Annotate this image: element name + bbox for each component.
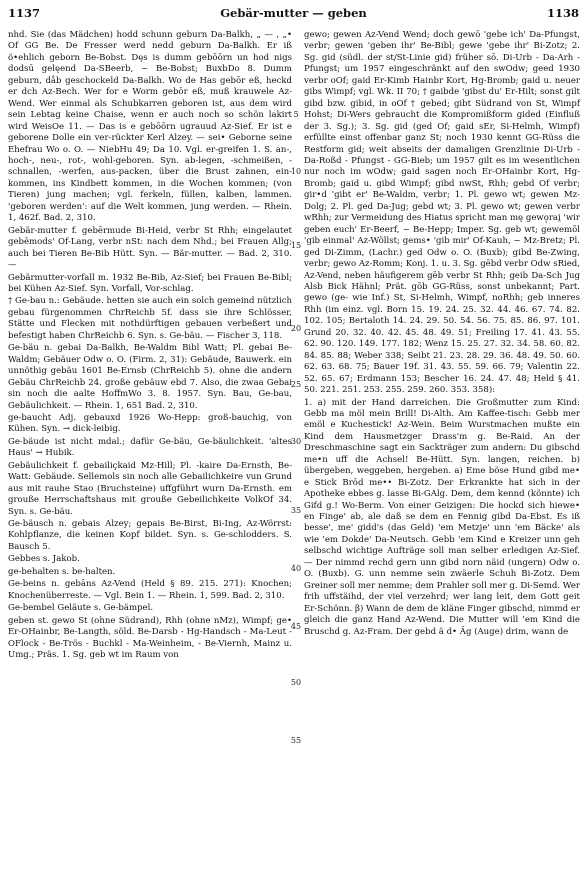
line-number: 10 xyxy=(290,167,302,176)
line-number: 5 xyxy=(293,110,299,119)
entry-ge-bembel: Ge-bembel Geläute s. Ge-bämpel. xyxy=(8,603,154,614)
page-header xyxy=(8,6,579,24)
page-number-left: 1137 xyxy=(8,6,41,20)
page-number-right: 1138 xyxy=(546,6,579,20)
line-number: 40 xyxy=(290,564,302,573)
line-number: 25 xyxy=(290,380,302,389)
line-number: 45 xyxy=(290,622,302,631)
entry-geben-sense-1: 1. a) mit der Hand darreichen. Die Großmutter zum Kind: Gebb ma möl mein Brill! Di-Alth. Am Kaffee-tisch: Gebb mer emöl e Kuchestick! Az-Wein. Beim Wurstmachen mußte ein Kind dem Hausmetzger Drass'm g. Be-Raid. An der Dreschmaschine sagt ein Sackträger zum andern: Du gibschd me•n uff die Achsel! Be-Hütt. Syn. langen, reichen. b) übergeben, weggeben, hergeben. a) Eme böse Hund gibd me• e Stick Brōd me•• Bi-Zotz. Der Erkrankte hat sich in der Apotheke ebbes g. lasse Bi-GAlg. Dem, dem kennd (könnte) ich Gifd g.! Wo-Berm. Von einer Geizigen: Die hockd sich hiewe• en Finge' ab, ale daß se dem en Fennig gibd Da-Ebst. Es iß besse', me' gidd's (das Geld) 'em Metzje' unn 'em Bäcke' als wie 'em Dokde' Da-Neutsch. Gebb 'em Kind e Kreizer unn geh selbschd wichtige Aufträge soll man selber erledigen Az-Sief. — Der nimmd rechd gern unn gibd norn näid (ungern) Odw o. O. (Buxb). G. unn nemme sein zwäerle Schuh Bi-Zotz. Dem Greiner soll mer nemme; dem Prahler soll mer g. Di-Semd. Wer frih uffstäihd, der viel verzehrd; wer lang leit, dem Gott geit Er-Schönn. β) Wann de dem de kläne Finger gibschd, nimmd er gleich die ganz Hand Az-Wend. Die Mutter will 'em Kind die Bruschd g. Az-Fram. Der gebd ä d• Äg (Auge) drim, wann de xyxy=(304,397,580,637)
line-number: 55 xyxy=(290,736,302,745)
entry-gebaeren-continued: nhd. Sie (das Mädchen) hodd schunn geburn Da-Balkh, „ — , „• Of GG Be. De Fresser werd nedd geburn Da-Balkh. Er iß ö•ehlich geborn Be-Bobst. Dęs is dumm gebōōrn un hod nigs dodsū gelęend Da-SBeerb, ~ Be-Bobst; BuxbDo 8. Dumm geburn, dåb geschockeld Da-Balkh. Wo de Has gebōr eß, heckd er dch Az-Bech. Wer for e Worm gebōr eß, muß krauwele Az-Wend. Wer einmal als Schubkarren geboren ist, aus dem wird sein Lebtag keine Chaise, wenn er auch noch so schön lakirt wird WeisOe 11. — Das is e gebōōrn ugrauud Az-Sief. Er ist e geborene Dolle ein ver-rückter Kerl Alzey. — sei• Geborne seine Ehefrau Wo o. O. — NiebHu 49; Da 10. Vgl. er-greifen 1. S. an-, hoch-, neu-, rot-, wohl-geboren. Syn. ab-legen, -schmeißen, -schnallen, -werfen, aus-packen, über die Brust zahnen, ein-kommen, ins Kindbett kommen, in die Wochen kommen; (von Tieren) jung machen; vgl. ferkeln, füllen, kalben, lammen. 'geboren werden': auf die Welt kommen, jung werden. — Rhein. 1, 462f. Bad. 2, 310. xyxy=(8,30,292,224)
entry-gebaermutter-vorfall: Gebärmutter-vorfall m. 1932 Be-Bib, Az-Sief; bei Frauen Be-Bibl; bei Kühen Az-Sief. Syn. Vorfall, Vor-schlag. xyxy=(8,272,292,294)
entry-gebaer-mutter: Gebär-mutter f. gebērmude Bi-Heid, verbr St Rhh; eingelautet gebēmods' Of-Lang, verbr nSt: nach dem Nhd.; bei Frauen Allg; auch bei Tieren Be-Bib Hütt. Syn. — Bär-mutter. — Bad. 2, 310. — xyxy=(8,225,292,271)
line-number: 20 xyxy=(290,324,302,333)
entry-gebbes: Gebbes s. Jakob. xyxy=(8,554,80,565)
entry-ge-baeusch: Ge-bäusch n. gebais Alzey; gepais Be-Birst, Bi-Ing, Az-Wörrst: Kohlpflanze, die keinen Kopf bildet. Syn. s. Ge-schlodders. S. Bausch 5. xyxy=(8,519,292,552)
line-number: 35 xyxy=(290,506,302,515)
left-column xyxy=(8,30,292,662)
right-column xyxy=(304,30,580,639)
entry-ge-bau: † Ge-bau n.: Gebäude. hetten sie auch ein solch gemeind nützlich gebau fürgenommen ChrReichb 5f. dass sie ihre Schlösser, Stätte und Flecken mit nothdürftigen gebauen verbeßert und befestigt haben ChrReichb 6. Syn. s. Ge-bäu. — Fischer 3, 118. xyxy=(8,296,292,341)
line-number: 15 xyxy=(290,241,302,250)
entry-ge-baeude: Ge-bäude ist nicht mdal.; dafür Ge-bäu, Ge-bäulichkeit. 'altes Haus' → Hubik. xyxy=(8,436,292,459)
running-head: Gebär-mutter — geben xyxy=(220,6,367,20)
entry-ge-baucht: ge-baucht Adj. gebauxd 1926 Wo-Hepp: groß-bauchig, von Kühen. Syn. → dick-leibig. xyxy=(8,412,292,435)
entry-geben: geben st. gewo St (ohne Südrand), Rhh (ohne nMz), Wimpf; ge• Er-OHainbr, Be-Langth, söld. Be-Darsb - Hg-Handsch - Ma-Leut - OFlock - Be-Trös - Buchkl - Ma-Weinheim, - Be-Viernh, Mainz u. Umg.; Präs. 1. Sg. geb wt im Raum von xyxy=(8,615,292,661)
entry-ge-behalten: ge-behalten s. be-halten. xyxy=(8,566,116,577)
entry-ge-baeu: Ge-bäu n. gebai Da-Balkh, Be-Waldm Bibl Watt; Pl. gebai Be-Waldm; Gebäuer Odw o. O. (Firm. 2, 31): Gebäude, Bauwerk. ein unnöthig gebäu 1601 Be-Ernsb (ChrReichb 5). ohne die andern Gebäu ChrReichb 24. große gebäuw ebd 7. Also, die zwaa Gebai sin noch die aalte HoffmWo 3. 8. 1957. Syn. Bau, Ge-bau, Gebäulichkeit. — Rhein. 1, 651 Bad. 2, 310. xyxy=(8,343,292,411)
line-number: 50 xyxy=(290,678,302,687)
entry-geben-forms: gewo; gewen Az-Vend Wend; doch gewō 'gebe ich' Da-Pfungst, verbr; gewen 'geben ihr' Be-Bibl; gewe 'gebe ihr' Bi-Zotz; 2. Sg. gid (südl. der st/St-Linie gid) früher sō. Di-Urb - Da-Arh - Pfungst; um 1957 eingeschränkt auf den swOdw; geed 1930 verbr oOf; gaid Er-Kimb Hainbr Kort, Hg-Bromb; gaid u. neuer gibs Wimpf; vgl. Wk. II 70; † gaibde 'gibst du' Er-Hilt; sonst gilt gibd bzw. gibid, in oOf † gebed; gibt Südrand von St, Wimpf Hohst; Di-Wers gebraucht die Kompromißform gided (Einfluß der 3. Sg.); 3. Sg. gid (ged Of; gaid sEr, Si-Helmh, Wimpf) erfüllte einst offenbar ganz St; noch 1930 kennt GG-Rüss die Restform gid; weit abseits der damaligen Grenzlinie Di-Urb - Da-Roßd - Pfungst - GG-Bieb; um 1957 gilt es im wesentlichen nur noch im wOdw; gaid sagen noch Er-OHainbr Kort, Hg-Bromb; gaid u. gibd Wimpf; gibd nwSt, Rhh; gebd Of verbr; gir•d 'gibt er' Be-Waldm, verbr; 1. Pl. gewo wt; gewen Mz-Dolg; 2. Pl. ged Da-Jug; gebd wt; 3. Pl. gewo wt; gewen verbr wRhh; zur Vermeidung des Hiatus spricht man mę gewo̜rai̯ 'wir geben euch' Er-Beerf, ~ Be-Hepp; Imper. Sg. geb wt; gewemōl 'gib einmal' Az-Wöllst; gems• 'gib mir' Of-Kauh, ~ Mz-Bretz; Pl. ged Di-Zimm, (Lachr.) ged Odw o. O. (Buxb); gibd Be-Zwing, verbr; gewo Az-Romm; Konj. 1. u. 3. Sg. gēbd verbr Odw sRied, Az-Vend, neben häufigerem gēb verbr St Rhh; geib Da-Sch Jug Alsb Bick Hähnl; Prät. gōb GG-Rüss, sonst unbekannt; Part. gewo (ge- wie Inf.) St, Si-Helmh, Wimpf, noRhh; geb inneres Rhh (im einz. vgl. Born 15. 19. 24. 25. 32. 44. 46. 67. 74. 82. 102. 105; Bertaloth 14. 24. 29. 50. 54. 56. 75. 85. 86. 97. 101. Grund 20. 32. 40. 42. 45. 48. 49. 51; Freiling 17. 41. 43. 55. 62. 90. 120. 149. 177. 182; Wenz 15. 25. 27. 32. 34. 58. 60. 82. 84. 85. 88; Weber 338; Seibt 21. 23. 28. 29. 36. 48. 49. 50. 60. 62. 63. 68. 75; Bauer 19f. 31. 43. 55. 59. 66. 79; Valentin 22. 52. 65. 67; Erdmann 153; Bescher 16. 24. 47. 48; Held § 41. 50. 221. 251. 253. 255. 259. 260. 353. 358): xyxy=(304,30,580,396)
entry-ge-beins: Ge-beins n. gebāns Az-Vend (Held § 89. 215. 271): Knochen; Knochenüberreste. — Vgl. Bein 1. — Rhein. 1, 599. Bad. 2, 310. xyxy=(8,579,292,601)
entry-gebaeulichkeit: Gebäulichkeit f. gebailiçkaid Mz-Hill; Pl. -kaire Da-Ernsth, Be-Watt: Gebäude. Sellemols sin noch alle Gebailichkeire vun Grund aus mit rauhe Stao (Bruchsteine) uffgführt wurn Da-Ernsth. em grouße Herrschaftshaus mit grouße Gebeilichkeite VolkOf 34. Syn. s. Ge-bäu. xyxy=(8,460,292,517)
line-number: 30 xyxy=(290,437,302,446)
